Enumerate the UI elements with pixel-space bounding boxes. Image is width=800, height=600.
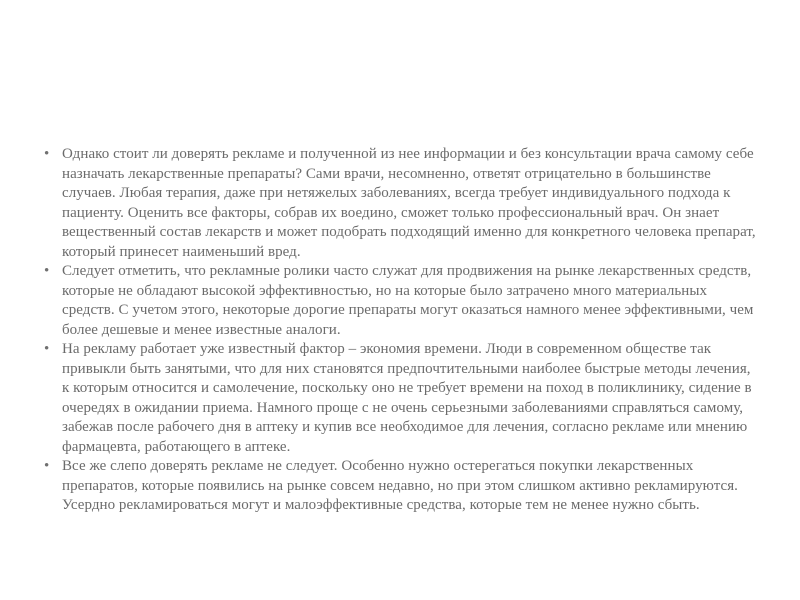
bullet-marker: • — [44, 146, 50, 162]
bullet-list — [42, 145, 757, 516]
bullet-item-4 — [42, 457, 757, 516]
bullet-text: Следует отметить, что рекламные ролики часто служат для продвижения на рынке лекарственных средств, которые не обладают высокой эффективностью, но на которые было затрачено много материальных средств. С учетом этого, некоторые дорогие препараты могут оказаться намного менее эффективными, чем более дешевые и менее известные аналоги. — [62, 263, 754, 338]
bullet-text: На рекламу работает уже известный фактор – экономия времени. Люди в современном обществе так привыкли быть занятыми, что для них становятся предпочтительными наиболее быстрые методы лечения, к которым относится и самолечение, поскольку оно не требует времени на поход в поликлинику, сидение в очередях в ожидании приема. Намного проще с не очень серьезными заболеваниями справляться самому, забежав после рабочего дня в аптеку и купив все необходимое для лечения, согласно рекламе или мнению фармацевта, работающего в аптеке. — [62, 341, 752, 455]
bullet-text: Однако стоит ли доверять рекламе и полученной из нее информации и без консультации врача самому себе назначать лекарственные препараты? Сами врачи, несомненно, ответят отрицательно в большинстве случаев. Любая терапия, даже при нетяжелых заболеваниях, всегда требует индивидуального подхода к пациенту. Оценить все факторы, собрав их воедино, сможет только профессиональный врач. Он знает вещественный состав лекарств и может подобрать подходящий именно для конкретного человека препарат, который принесет наименьший вред. — [62, 146, 756, 260]
bullet-item-2 — [42, 262, 757, 340]
bullet-item-1 — [42, 145, 757, 262]
bullet-text: Все же слепо доверять рекламе не следует. Особенно нужно остерегаться покупки лекарственных препаратов, которые появились на рынке совсем недавно, но при этом слишком активно рекламируются. Усердно рекламироваться могут и малоэффективные средства, которые тем не менее нужно сбыть. — [62, 458, 738, 513]
bullet-marker: • — [44, 263, 50, 279]
bullet-marker: • — [44, 458, 50, 474]
bullet-marker: • — [44, 341, 50, 357]
bullet-item-3 — [42, 340, 757, 457]
